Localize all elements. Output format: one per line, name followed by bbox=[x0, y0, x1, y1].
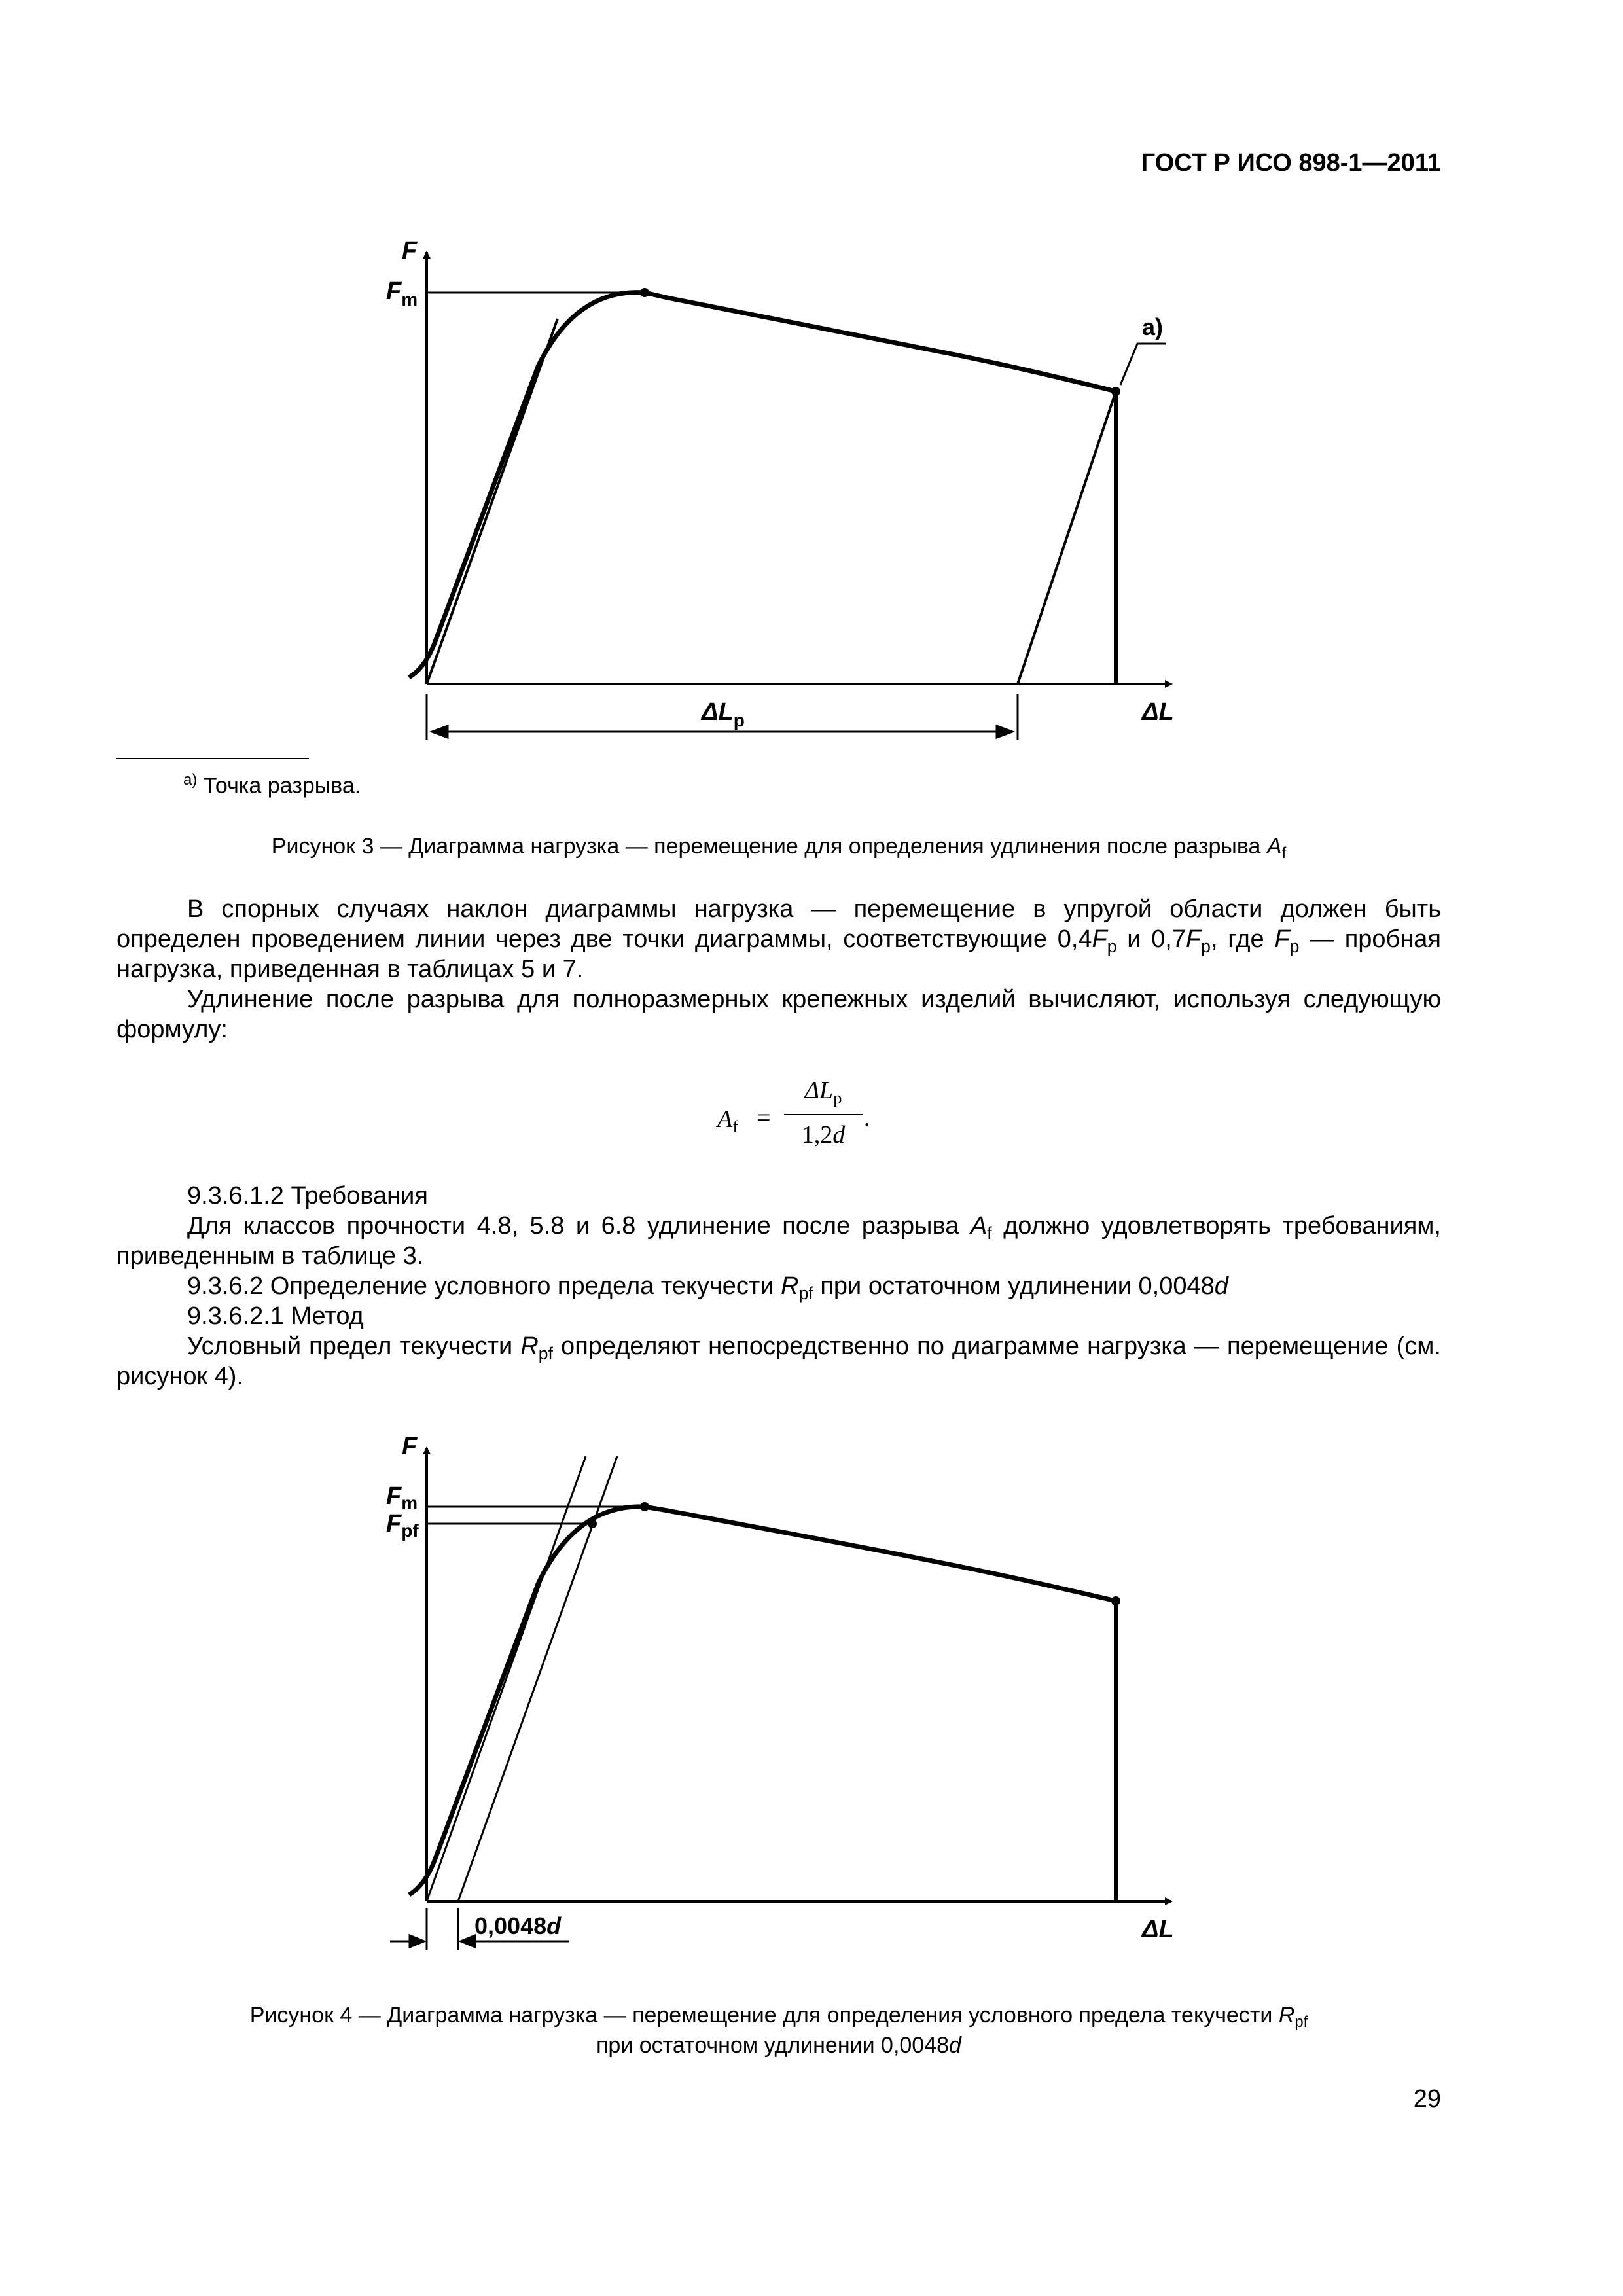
para-requirements: Для классов прочности 4.8, 5.8 и 6.8 удлинение после разрыва $A_f$ должно удовлетворять требованиям, приведенным в таблице 3. bbox=[116, 1212, 1441, 1270]
footnote: $^{а)}$ Точка разрыва. bbox=[183, 771, 361, 798]
fig3-axis-x-label: ΔL bbox=[1142, 698, 1174, 726]
section-9-3-6-2: 9.3.6.2 Определение условного предела текучести $R_{pf}$ при остаточном удлинении 0,0048d bbox=[187, 1272, 1228, 1303]
fig3-note-marker: а) bbox=[1142, 314, 1164, 340]
yield-point bbox=[588, 1519, 597, 1528]
figure-4 bbox=[0, 1427, 1623, 1964]
figure-4-curve bbox=[409, 1456, 1116, 1901]
fig4-offset-label: 0,0048d bbox=[474, 1912, 562, 1939]
fig4-fpf-label: $F_{pf}$ bbox=[386, 1510, 419, 1541]
para-method: Условный предел текучести $R_{pf}$ определяют непосредственно по диаграмме нагрузка — перемещение (см. рисунок 4). bbox=[116, 1333, 1441, 1390]
figure-3-caption: Рисунок 3 — Диаграмма нагрузка — перемещение для определения удлинения после разрыва $A_f$ bbox=[271, 834, 1287, 863]
max-point bbox=[640, 288, 649, 297]
body-text-2 bbox=[116, 1181, 1441, 1391]
break-point bbox=[1111, 387, 1120, 396]
fig4-axis-y-label: F bbox=[402, 1433, 418, 1460]
section-9-3-6-1-2: 9.3.6.1.2 Требования bbox=[187, 1182, 428, 1210]
section-9-3-6-2-1: 9.3.6.2.1 Метод bbox=[187, 1302, 364, 1330]
figure-3-axes bbox=[427, 252, 1171, 684]
page-number: 29 bbox=[1413, 2085, 1441, 2113]
footnote-rule bbox=[116, 758, 309, 759]
para-elongation: Удлинение после разрыва для полноразмерных крепежных изделий вычисляют, используя следующую формулу: bbox=[116, 986, 1441, 1043]
figure-3 bbox=[0, 0, 1623, 759]
fig3-fm-label: $F_m$ bbox=[386, 278, 418, 310]
body-text bbox=[116, 894, 1441, 1045]
fig4-fm-label: $F_m$ bbox=[386, 1482, 418, 1513]
figure-4-caption: Рисунок 4 — Диаграмма нагрузка — перемещение для определения условного предела текучести $R_{pf}$ при остаточном удлинении 0,0048d bbox=[249, 2003, 1308, 2058]
figure-3-curve bbox=[409, 293, 1166, 684]
fig3-axis-y-label: F bbox=[402, 237, 418, 264]
document-header: ГОСТ Р ИСО 898-1—2011 bbox=[1141, 149, 1441, 177]
para-dispute: В спорных случаях наклон диаграммы нагрузка — перемещение в упругой области должен быть определен проведением линии через две точки диаграммы, соответствующие $0,4F_p$ и $0,7F_p$, где $F_p$ — пробная нагрузка, приведенная в таблицах 5 и 7. bbox=[116, 895, 1442, 983]
break-point-4 bbox=[1111, 1596, 1120, 1605]
max-point-4 bbox=[640, 1502, 649, 1511]
formula-af: $A_f$ = $\Delta L_p$ 1,2d . bbox=[717, 1077, 870, 1149]
fig4-axis-x-label: ΔL bbox=[1142, 1916, 1174, 1943]
fig3-dlp-label: $\Delta L_p$ bbox=[702, 698, 745, 730]
